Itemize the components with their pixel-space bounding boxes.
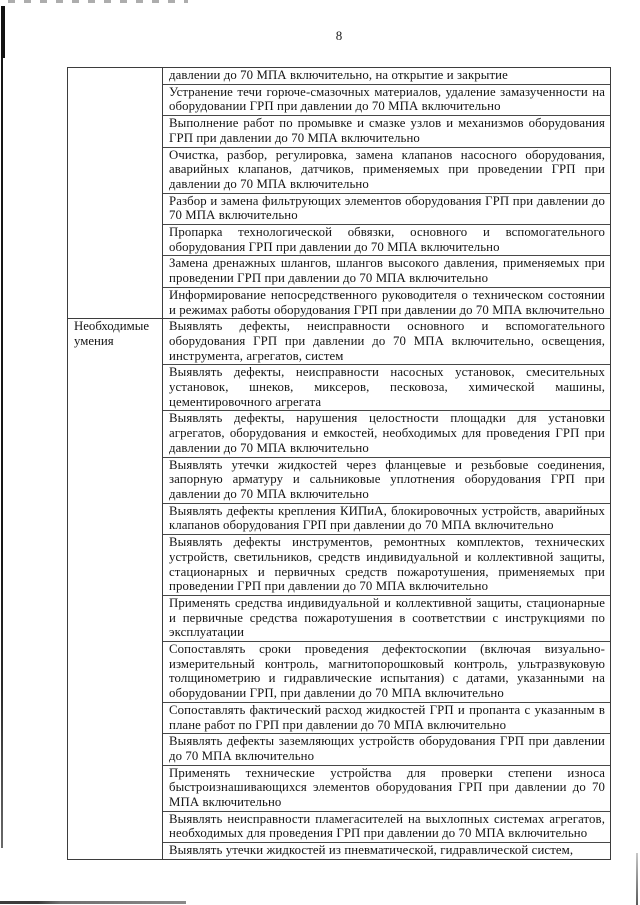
table-row: Выявлять дефекты, нарушения целостности площадки для установки агрегатов, оборудования и емкостей, необходимых для проведения ГРП при давлении до 70 МПА включительно xyxy=(163,411,610,457)
scan-artifact-top-dashes xyxy=(8,0,188,3)
table-row: Выявлять дефекты инструментов, ремонтных комплектов, технических устройств, светильников, средств индивидуальной и коллективной защиты, стационарных и первичных средств пожаротушения, применяемых при проведении ГРП при давлении до 70 МПА включительно xyxy=(163,535,610,596)
page-number: 8 xyxy=(335,28,343,43)
rows-column xyxy=(163,68,610,318)
table-section xyxy=(68,68,610,318)
table-row: давлении до 70 МПА включительно, на открытие и закрытие xyxy=(163,68,610,85)
table-row: Замена дренажных шлангов, шлангов высокого давления, применяемых при проведении ГРП при давлении до 70 МПА включительно xyxy=(163,256,610,287)
table-row: Выявлять дефекты, неисправности насосных установок, смесительных установок, шнеков, миксеров, песковоза, химической машины, цементировочного агрегата xyxy=(163,365,610,411)
table-row: Информирование непосредственного руководителя о техническом состоянии и режимах работы оборудования ГРП при давлении до 70 МПА включительно xyxy=(169,287,605,317)
table-row: Устранение течи горюче-смазочных материалов, удаление замазученности на оборудовании ГРП при давлении до 70 МПА включительно xyxy=(163,85,610,116)
table-row: Разбор и замена фильтрующих элементов оборудования ГРП при давлении до 70 МПА включительно xyxy=(163,194,610,225)
scan-artifact-bottom-bar xyxy=(0,901,186,904)
table-row: Выявлять дефекты, неисправности основного и вспомогательного оборудования ГРП при давлении до 70 МПА включительно, освещения, инструмента, агрегатов, систем xyxy=(163,319,610,365)
table-row: Пропарка технологической обвязки, основного и вспомогательного оборудования ГРП при давлении до 70 МПА включительно xyxy=(163,225,610,256)
table-row: Применять технические устройства для проверки степени износа быстроизнашивающихся элементов оборудования ГРП при давлении до 70 МПА включительно xyxy=(163,766,610,812)
scan-artifact-right-edge-line xyxy=(636,853,638,905)
table-section xyxy=(68,318,610,859)
qualification-table xyxy=(67,67,611,860)
table-row: Сопоставлять фактический расход жидкостей ГРП и пропанта с указанным в плане работ по ГРП при давлении до 70 МПА включительно xyxy=(163,703,610,734)
table-row: Выявлять дефекты крепления КИПиА, блокировочных устройств, аварийных клапанов оборудования ГРП при давлении до 70 МПА включительно xyxy=(163,504,610,535)
table-row: Выполнение работ по промывке и смазке узлов и механизмов оборудования ГРП при давлении до 70 МПА включительно xyxy=(163,116,610,147)
row-header-cell: Необходимые умения xyxy=(68,319,163,859)
row-header-cell xyxy=(68,68,163,318)
table-row: Выявлять дефекты заземляющих устройств оборудования ГРП при давлении до 70 МПА включительно xyxy=(163,734,610,765)
table-row: Очистка, разбор, регулировка, замена клапанов насосного оборудования, аварийных клапанов, датчиков, применяемых при проведении ГРП при давлении до 70 МПА включительно xyxy=(163,148,610,194)
table-row: Применять средства индивидуальной и коллективной защиты, стационарные и первичные средства пожаротушения в соответствии с инструкциями по эксплуатации xyxy=(163,596,610,642)
scan-artifact-left-edge-thick xyxy=(1,6,5,58)
scan-artifact-left-edge-line xyxy=(1,58,3,848)
rows-column xyxy=(163,319,610,859)
table-row: Сопоставлять сроки проведения дефектоскопии (включая визуально-измерительный контроль, магнитопорошковый контроль, ультразвуковую толщинометрию и гидравлические испытания) с датами, указанными на оборудовании ГРП, при давлении до 70 МПА включительно xyxy=(163,642,610,703)
table-row: Выявлять утечки жидкостей через фланцевые и резьбовые соединения, запорную арматуру и сальниковые уплотнения оборудования ГРП при давлении до 70 МПА включительно xyxy=(163,458,610,504)
table-row: Выявлять утечки жидкостей из пневматической, гидравлической систем, xyxy=(169,843,574,858)
table-row: Выявлять неисправности пламегасителей на выхлопных системах агрегатов, необходимых для проведения ГРП при давлении до 70 МПА включительно xyxy=(163,812,610,843)
